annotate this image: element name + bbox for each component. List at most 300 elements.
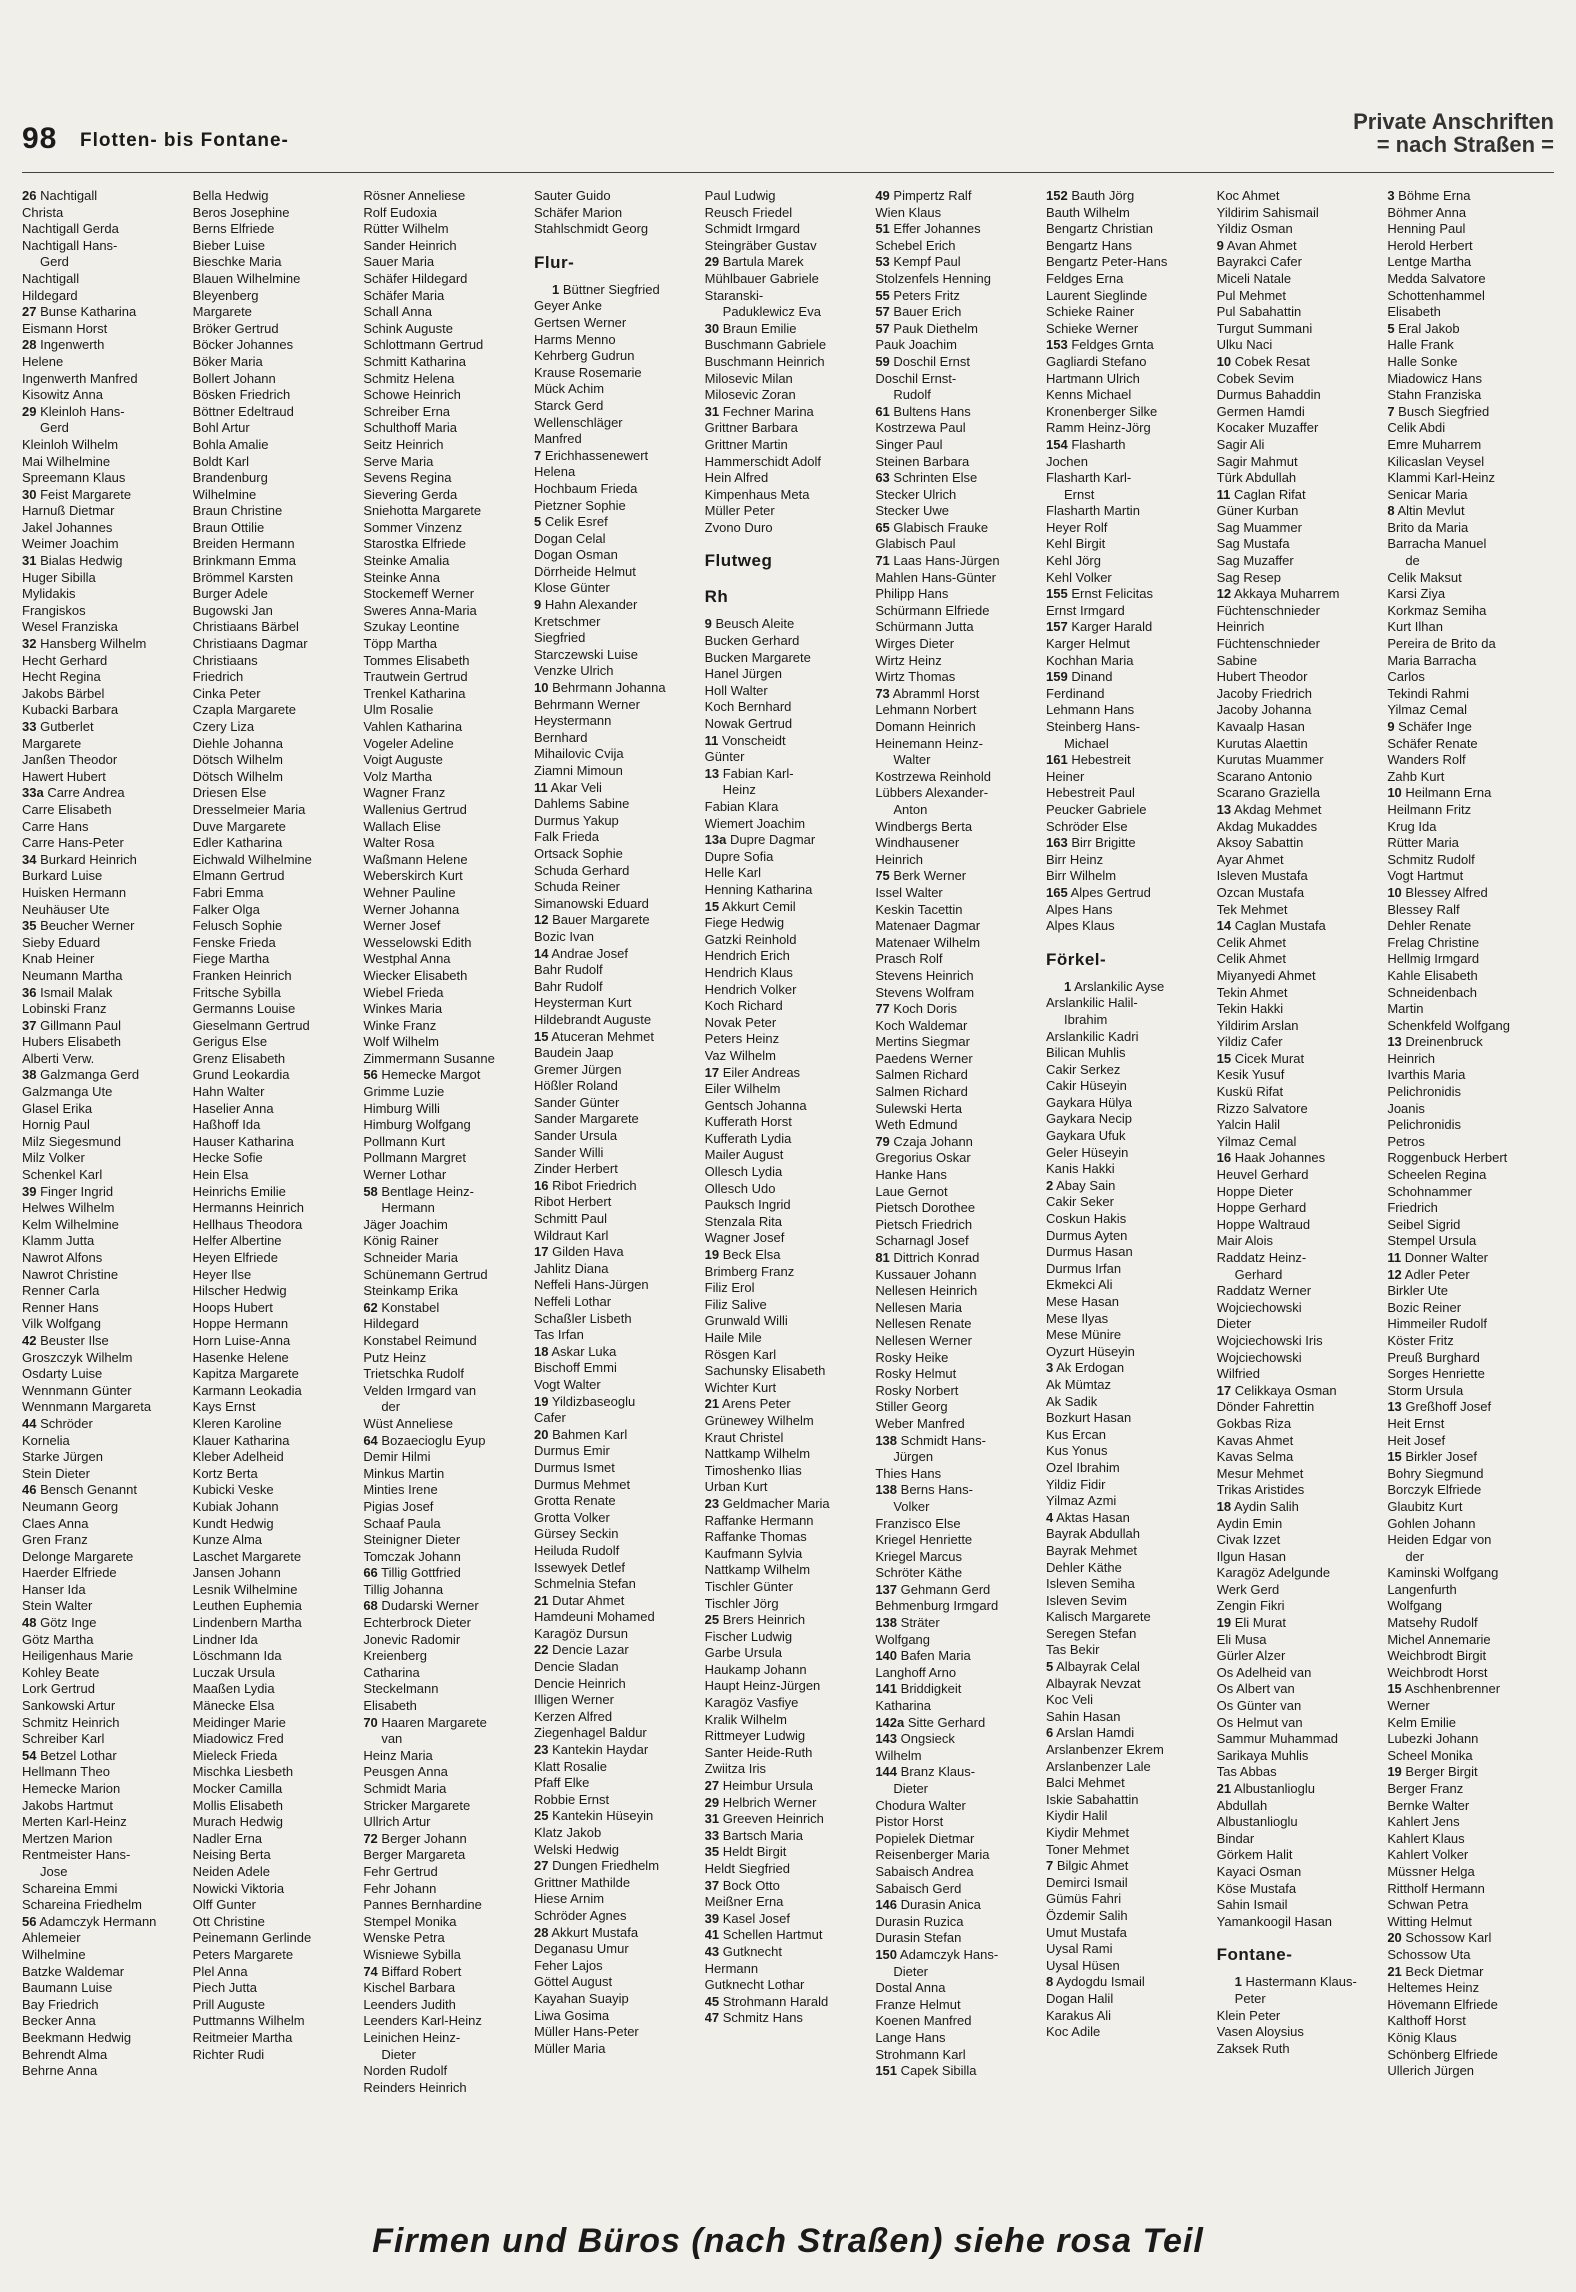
resident-entry: Yilmaz Azmi xyxy=(1046,1493,1117,1509)
resident-entry: Nawrot Christine xyxy=(22,1266,119,1282)
resident-entry: 20 Bahmen Karl xyxy=(534,1426,628,1442)
resident-entry: Nachtigall Hans- xyxy=(22,237,118,253)
resident-entry: Mocker Camilla xyxy=(192,1781,283,1796)
resident-entry: Nellesen Renate xyxy=(875,1316,972,1332)
resident-entry: Gatzki Reinhold xyxy=(704,931,797,947)
resident-entry: Carre Hans-Peter xyxy=(22,835,124,851)
resident-entry: Wolfgang xyxy=(1387,1598,1443,1614)
resident-entry: Schlottmann Gertrud xyxy=(363,337,484,353)
resident-entry: Leenders Judith xyxy=(363,1996,456,2012)
resident-entry: Kussauer Johann xyxy=(875,1266,977,1282)
resident-entry: Kiydir Mehmet xyxy=(1046,1825,1130,1840)
resident-entry: Wilfried xyxy=(1216,1366,1260,1382)
resident-entry: Franze Helmut xyxy=(875,1996,961,2012)
resident-entry: Lehmann Norbert xyxy=(875,702,977,718)
house-number: 72 xyxy=(363,1830,378,1846)
resident-entry: Birr Wilhelm xyxy=(1046,868,1117,884)
house-number: 15 xyxy=(704,898,720,914)
house-number: 25 xyxy=(704,1612,720,1628)
resident-entry: Ekmekci Ali xyxy=(1046,1277,1113,1293)
resident-entry: 19 Beck Elsa xyxy=(704,1247,781,1263)
house-number: 163 xyxy=(1046,835,1068,851)
resident-entry: Durasin Stefan xyxy=(875,1930,962,1946)
resident-entry: Sachunsky Elisabeth xyxy=(704,1363,826,1379)
resident-entry: Schmitz Helena xyxy=(363,370,455,386)
resident-entry: Pul Mehmet xyxy=(1216,287,1287,303)
resident-entry: Himburg Wolfgang xyxy=(363,1117,471,1133)
resident-entry: Himburg Willi xyxy=(363,1100,440,1116)
resident-entry: 17 Celikkaya Osman xyxy=(1216,1382,1337,1398)
resident-entry: Tillig Johanna xyxy=(363,1581,444,1597)
resident-entry: Salmen Richard xyxy=(875,1084,968,1100)
resident-entry: Bohla Amalie xyxy=(192,436,269,452)
resident-entry: Schmitz Heinrich xyxy=(22,1714,120,1730)
resident-entry: Lesnik Wilhelmine xyxy=(192,1581,298,1597)
resident-entry: 146 Durasin Anica xyxy=(875,1897,981,1913)
resident-entry: Miyanyedi Ahmet xyxy=(1216,967,1316,983)
resident-entry: Güner Kurban xyxy=(1216,503,1299,519)
footer-note: Firmen und Büros (nach Straßen) siehe rosa Teil xyxy=(372,2222,1204,2260)
resident-entry: Zinder Herbert xyxy=(534,1161,618,1177)
resident-entry: Hößler Roland xyxy=(534,1078,618,1094)
house-number: 77 xyxy=(875,1001,890,1017)
resident-entry: Kralik Wilhelm xyxy=(704,1711,787,1727)
resident-entry: Schieke Werner xyxy=(1046,320,1139,336)
resident-entry: Fabri Emma xyxy=(192,884,264,900)
resident-entry: 6 Arslan Hamdi xyxy=(1046,1725,1135,1741)
directory-column xyxy=(534,188,701,2178)
resident-entry: Böhmer Anna xyxy=(1387,204,1467,220)
resident-entry: Ibrahim xyxy=(1064,1011,1108,1027)
resident-entry: Huger Sibilla xyxy=(22,569,96,585)
resident-entry: Peters Heinz xyxy=(704,1031,780,1047)
resident-entry: Stevens Heinrich xyxy=(875,967,974,983)
resident-entry: 11 Vonscheidt xyxy=(704,732,786,748)
resident-entry: Rosky Helmut xyxy=(875,1366,957,1382)
resident-entry: Helena xyxy=(534,464,576,480)
resident-entry: Robbie Ernst xyxy=(534,1791,610,1807)
resident-entry: Schieke Rainer xyxy=(1046,304,1135,320)
resident-entry: Brömmel Karsten xyxy=(192,569,294,585)
resident-entry: 39 Finger Ingrid xyxy=(22,1183,114,1199)
resident-entry: Schossow Uta xyxy=(1387,1946,1471,1962)
resident-entry: Heiluda Rudolf xyxy=(534,1542,620,1558)
resident-entry: Werner Johanna xyxy=(363,901,460,917)
resident-entry: Pigias Josef xyxy=(363,1498,434,1514)
resident-entry: Kus Yonus xyxy=(1046,1443,1108,1459)
resident-entry: Starostka Elfriede xyxy=(363,536,466,552)
house-number: 29 xyxy=(704,1794,720,1810)
resident-entry: Claes Anna xyxy=(22,1515,89,1531)
resident-entry: Hiese Arnim xyxy=(534,1891,605,1907)
resident-entry: Böttner Edeltraud xyxy=(192,403,294,419)
resident-entry: Sarikaya Muhlis xyxy=(1216,1747,1309,1763)
resident-entry: Sahin Ismail xyxy=(1216,1897,1288,1913)
resident-entry: Preuß Burghard xyxy=(1387,1349,1480,1365)
resident-entry: Birkler Ute xyxy=(1387,1283,1449,1299)
resident-entry: Köster Fritz xyxy=(1387,1332,1454,1348)
resident-entry: 56 Adamczyk Hermann xyxy=(22,1913,157,1929)
house-number: 57 xyxy=(875,320,890,336)
resident-entry: 41 Schellen Hartmut xyxy=(704,1927,823,1943)
resident-entry: Durmus Irfan xyxy=(1046,1260,1122,1276)
resident-entry: Kubiak Johann xyxy=(192,1498,279,1514)
resident-entry: Jakel Johannes xyxy=(22,519,113,535)
resident-entry: 34 Burkard Heinrich xyxy=(22,851,137,867)
resident-entry: Mesur Mehmet xyxy=(1216,1465,1304,1481)
resident-entry: Durmus Hasan xyxy=(1046,1244,1133,1260)
resident-entry: Braun Ottilie xyxy=(192,519,265,535)
resident-entry: Kehrberg Gudrun xyxy=(534,348,635,364)
resident-entry: Germen Hamdi xyxy=(1216,403,1305,419)
resident-entry: 7 Bilgic Ahmet xyxy=(1046,1858,1129,1874)
resident-entry: Bengartz Peter-Hans xyxy=(1046,254,1168,270)
resident-entry: Reinders Heinrich xyxy=(363,2079,467,2095)
resident-entry: Echterbrock Dieter xyxy=(363,1615,471,1631)
resident-entry: Ulku Naci xyxy=(1216,337,1273,353)
house-number: 61 xyxy=(875,403,890,419)
resident-entry: Gremer Jürgen xyxy=(534,1061,622,1077)
resident-entry: Schneider Maria xyxy=(363,1250,458,1265)
resident-entry: Milosevic Milan xyxy=(704,370,793,386)
resident-entry: Kelm Wilhelmine xyxy=(22,1216,119,1232)
resident-entry: 21 Dutar Ahmet xyxy=(534,1592,625,1608)
resident-entry: 10 Behrmann Johanna xyxy=(534,680,666,696)
resident-entry: Tas Abbas xyxy=(1216,1764,1277,1780)
resident-entry: Sander Willi xyxy=(534,1144,604,1160)
resident-entry: Wojciechowski xyxy=(1216,1349,1302,1365)
house-number: 165 xyxy=(1046,884,1068,900)
resident-entry: Koch Richard xyxy=(704,998,783,1014)
resident-entry: Heuvel Gerhard xyxy=(1216,1167,1309,1183)
resident-entry: Kiydir Halil xyxy=(1046,1808,1108,1824)
resident-entry: Bohry Siegmund xyxy=(1387,1465,1484,1481)
house-number: 161 xyxy=(1046,752,1068,768)
resident-entry: Minties Irene xyxy=(363,1482,438,1498)
house-number: 15 xyxy=(534,1028,549,1044)
resident-entry: Werner Lothar xyxy=(363,1167,447,1183)
resident-entry: 81 Dittrich Konrad xyxy=(875,1250,980,1265)
resident-entry: Winke Franz xyxy=(363,1017,437,1033)
resident-entry: Buschmann Gabriele xyxy=(704,337,827,353)
resident-entry: Hanser Ida xyxy=(22,1581,86,1597)
resident-entry: Dötsch Wilhelm xyxy=(192,768,283,784)
resident-entry: Piech Jutta xyxy=(192,1980,257,1996)
house-number: 13 xyxy=(1387,1034,1402,1050)
resident-entry: Koc Veli xyxy=(1046,1692,1093,1708)
resident-entry: Wichter Kurt xyxy=(704,1379,777,1395)
resident-entry: Zvono Duro xyxy=(704,519,773,535)
directory-column xyxy=(1217,188,1384,2178)
resident-entry: van xyxy=(381,1731,403,1747)
house-number: 46 xyxy=(22,1482,37,1498)
resident-entry: Doschil Ernst- xyxy=(875,370,957,386)
resident-entry: Gümüs Fahri xyxy=(1046,1891,1122,1907)
resident-entry: Jonevic Radomir xyxy=(363,1631,461,1647)
resident-entry: Krause Rosemarie xyxy=(534,364,642,380)
resident-entry: Kufferath Lydia xyxy=(704,1130,792,1146)
resident-entry: Wirtz Thomas xyxy=(875,669,956,685)
resident-entry: Schäfer Hildegard xyxy=(363,270,468,286)
resident-entry: 51 Effer Johannes xyxy=(875,221,981,237)
house-number: 15 xyxy=(1216,1050,1232,1066)
resident-entry: Gaykara Ufuk xyxy=(1046,1128,1126,1144)
resident-entry: Hein Elsa xyxy=(192,1167,249,1183)
resident-entry: Richter Rudi xyxy=(192,2046,265,2062)
resident-entry: Werner Josef xyxy=(363,918,441,934)
house-number: 22 xyxy=(534,1642,549,1658)
resident-entry: Pietzner Sophie xyxy=(534,497,626,513)
resident-entry: 79 Czaja Johann xyxy=(875,1133,973,1149)
resident-entry: Raddatz Heinz- xyxy=(1216,1250,1307,1265)
resident-entry: Heinrich xyxy=(1216,619,1265,635)
house-number: 140 xyxy=(875,1648,898,1664)
resident-entry: Geler Hüseyin xyxy=(1046,1144,1129,1160)
resident-entry: Ak Sadik xyxy=(1046,1393,1098,1409)
resident-entry: 13 Akdag Mehmet xyxy=(1216,801,1322,817)
house-number: 138 xyxy=(875,1615,898,1631)
house-number: 153 xyxy=(1046,337,1068,353)
resident-entry: Aydin Emin xyxy=(1216,1515,1283,1531)
street-heading: Flur- xyxy=(534,252,575,272)
resident-entry: Bayrak Abdullah xyxy=(1046,1526,1140,1542)
resident-entry: Kleber Adelheid xyxy=(192,1449,284,1465)
house-number: 45 xyxy=(704,1993,720,2009)
resident-entry: Cobek Sevim xyxy=(1216,370,1294,386)
resident-entry: 165 Alpes Gertrud xyxy=(1046,884,1151,900)
resident-entry: Galzmanga Ute xyxy=(22,1084,113,1100)
resident-entry: Grunwald Willi xyxy=(704,1313,788,1329)
house-number: 17 xyxy=(534,1244,549,1260)
resident-entry: 7 Busch Siegfried xyxy=(1387,403,1490,419)
resident-entry: Gürsey Seckin xyxy=(534,1526,619,1542)
resident-entry: Bösken Friedrich xyxy=(192,387,291,403)
resident-entry: Wiebel Frieda xyxy=(363,984,444,1000)
resident-entry: Gertsen Werner xyxy=(534,314,627,330)
resident-entry: Himmeiler Rudolf xyxy=(1387,1316,1488,1332)
resident-entry: 20 Schossow Karl xyxy=(1387,1930,1492,1946)
resident-entry: Cakir Serkez xyxy=(1046,1061,1121,1077)
house-number: 36 xyxy=(22,984,37,1000)
resident-entry: Starke Jürgen xyxy=(22,1449,103,1465)
resident-entry: 13 Greßhoff Josef xyxy=(1387,1399,1492,1415)
resident-entry: Blessey Ralf xyxy=(1387,901,1460,917)
house-number: 138 xyxy=(875,1482,898,1498)
resident-entry: 26 Nachtigall xyxy=(22,188,98,203)
resident-entry: Nowak Gertrud xyxy=(704,716,793,732)
house-number: 10 xyxy=(534,680,549,696)
resident-entry: 144 Branz Klaus- xyxy=(875,1764,976,1780)
resident-entry: Neffeli Lothar xyxy=(534,1294,612,1309)
resident-entry: Hermanns Heinrich xyxy=(192,1200,304,1216)
resident-entry: Jochen xyxy=(1046,453,1088,469)
resident-entry: 57 Bauer Erich xyxy=(875,304,962,320)
resident-entry: Sweres Anna-Maria xyxy=(363,602,477,618)
house-number: 143 xyxy=(875,1731,898,1747)
house-number: 31 xyxy=(704,403,720,419)
resident-entry: Flasharth Martin xyxy=(1046,503,1140,519)
resident-entry: Klatz Jakob xyxy=(534,1825,602,1840)
resident-entry: 12 Akkaya Muharrem xyxy=(1216,586,1340,602)
house-number: 31 xyxy=(22,553,37,569)
resident-entry: Hartmann Ulrich xyxy=(1046,370,1140,386)
resident-entry: Yamankoogil Hasan xyxy=(1216,1913,1333,1929)
resident-entry: Hoppe Gerhard xyxy=(1216,1200,1307,1216)
directory-column xyxy=(875,188,1042,2178)
resident-entry: Yildiz Cafer xyxy=(1216,1034,1283,1050)
resident-entry: Geyer Anke xyxy=(534,298,602,314)
resident-entry: Maria Barracha xyxy=(1387,652,1477,668)
resident-entry: Dieter xyxy=(893,1781,929,1796)
header-section-label xyxy=(1353,110,1554,156)
resident-entry: Heinemann Heinz- xyxy=(875,735,983,751)
resident-entry: Os Adelheid van xyxy=(1216,1664,1312,1680)
resident-entry: 25 Kantekin Hüseyin xyxy=(534,1808,654,1824)
resident-entry: Haselier Anna xyxy=(192,1100,274,1116)
resident-entry: Steckelmann xyxy=(363,1681,439,1697)
resident-entry: Borczyk Elfriede xyxy=(1387,1482,1482,1498)
resident-entry: Glabisch Paul xyxy=(875,536,956,552)
resident-entry: Rütter Maria xyxy=(1387,835,1459,851)
resident-entry: Böker Maria xyxy=(192,353,263,369)
resident-entry: Alberti Verw. xyxy=(22,1050,95,1066)
resident-entry: Kornelia xyxy=(22,1432,70,1448)
resident-entry: Wisniewe Sybilla xyxy=(363,1946,461,1962)
resident-entry: 153 Feldges Grnta xyxy=(1046,337,1154,353)
resident-entry: Klamm Jutta xyxy=(22,1233,95,1249)
resident-entry: 10 Heilmann Erna xyxy=(1387,785,1492,801)
directory-column xyxy=(705,188,872,2178)
resident-entry: Staranski- xyxy=(704,287,764,303)
resident-entry: Krug Ida xyxy=(1387,818,1437,834)
resident-entry: Bay Friedrich xyxy=(22,1996,99,2012)
house-number: 154 xyxy=(1046,436,1068,452)
resident-entry: Kimpenhaus Meta xyxy=(704,486,810,502)
resident-entry: Leuthen Euphemia xyxy=(192,1598,302,1614)
resident-entry: Schenkel Karl xyxy=(22,1167,103,1183)
resident-entry: 7 Erichhassenewert xyxy=(534,447,649,463)
resident-entry: 77 Koch Doris xyxy=(875,1001,957,1017)
resident-entry: Mieleck Frieda xyxy=(192,1747,278,1763)
resident-entry: Ingenwerth Manfred xyxy=(22,370,138,386)
resident-entry: Sieby Eduard xyxy=(22,934,101,950)
resident-entry: Alpes Klaus xyxy=(1046,918,1115,934)
resident-entry: Schäfer Marion xyxy=(534,204,623,220)
resident-entry: Haile Mile xyxy=(704,1330,762,1345)
resident-entry: Wenske Petra xyxy=(363,1930,445,1946)
resident-entry: Schäfer Renate xyxy=(1387,735,1478,751)
resident-entry: Sauer Maria xyxy=(363,254,435,270)
house-number: 28 xyxy=(22,337,37,353)
resident-entry: Elisabeth xyxy=(1387,304,1441,320)
house-number: 11 xyxy=(704,732,719,748)
resident-entry: Koenen Manfred xyxy=(875,2013,972,2029)
resident-entry: Bozkurt Hasan xyxy=(1046,1410,1132,1426)
resident-entry: Heiden Edgar von xyxy=(1387,1532,1492,1548)
resident-entry: Nattkamp Wilhelm xyxy=(704,1446,811,1462)
resident-entry: 22 Dencie Lazar xyxy=(534,1642,629,1658)
resident-entry: Wüst Anneliese xyxy=(363,1415,453,1431)
resident-entry: Falker Olga xyxy=(192,901,260,917)
resident-entry: Burkard Luise xyxy=(22,868,103,884)
resident-entry: Koch Waldemar xyxy=(875,1017,968,1033)
resident-entry: der xyxy=(381,1399,401,1415)
resident-entry: 140 Bafen Maria xyxy=(875,1648,971,1664)
resident-entry: Baumann Luise xyxy=(22,1980,113,1996)
resident-entry: Bohl Artur xyxy=(192,420,250,436)
resident-entry: 15 Cicek Murat xyxy=(1216,1050,1305,1066)
resident-entry: Werner xyxy=(1387,1698,1430,1714)
resident-entry: Sommer Vinzenz xyxy=(363,519,463,535)
resident-entry: Feldges Erna xyxy=(1046,270,1124,286)
house-number: 66 xyxy=(363,1565,378,1581)
resident-entry: Bahr Rudolf xyxy=(534,962,603,978)
resident-entry: Deganasu Umur xyxy=(534,1941,629,1957)
resident-entry: Knab Heiner xyxy=(22,951,95,967)
resident-entry: Ortsack Sophie xyxy=(534,845,623,861)
resident-entry: Lentge Martha xyxy=(1387,254,1472,270)
resident-entry: Berger Franz xyxy=(1387,1781,1464,1796)
resident-entry: Katharina xyxy=(875,1698,931,1714)
house-number: 7 xyxy=(1046,1858,1054,1874)
resident-entry: Nawrot Alfons xyxy=(22,1250,103,1265)
resident-entry: Fritsche Sybilla xyxy=(192,984,281,1000)
house-number: 9 xyxy=(1387,719,1395,734)
resident-entry: Garbe Ursula xyxy=(704,1645,782,1661)
resident-entry: Füchtenschnieder xyxy=(1216,636,1320,652)
resident-entry: Uysal Rami xyxy=(1046,1941,1113,1957)
resident-entry: Grund Leokardia xyxy=(192,1067,290,1083)
resident-entry: 27 Heimbur Ursula xyxy=(704,1778,814,1794)
resident-entry: 13 Dreinenbruck xyxy=(1387,1034,1483,1050)
house-number: 68 xyxy=(363,1598,378,1614)
resident-entry: Ferdinand xyxy=(1046,685,1105,701)
resident-entry: 35 Beucher Werner xyxy=(22,918,135,934)
resident-entry: Grotta Renate xyxy=(534,1493,616,1509)
resident-entry: Urban Kurt xyxy=(704,1479,768,1495)
resident-entry: Czery Liza xyxy=(192,719,255,734)
resident-entry: 49 Pimpertz Ralf xyxy=(875,188,972,203)
street-heading: Fontane- xyxy=(1216,1945,1293,1965)
resident-entry: Jakobs Bärbel xyxy=(22,685,105,701)
resident-entry: 150 Adamczyk Hans- xyxy=(875,1946,999,1962)
resident-entry: Mese Hasan xyxy=(1046,1294,1119,1309)
resident-entry: 3 Ak Erdogan xyxy=(1046,1360,1125,1376)
resident-entry: Schneidenbach xyxy=(1387,984,1477,1000)
resident-entry: 64 Bozaecioglu Eyup xyxy=(363,1432,486,1448)
resident-entry: Vahlen Katharina xyxy=(363,719,463,734)
resident-entry: 23 Kantekin Haydar xyxy=(534,1742,649,1758)
resident-entry: 28 Ingenwerth xyxy=(22,337,105,353)
resident-entry: Pietsch Dorothee xyxy=(875,1200,976,1216)
resident-entry: Harms Menno xyxy=(534,331,616,347)
resident-entry: Heyen Elfriede xyxy=(192,1250,278,1265)
resident-entry: Köse Mustafa xyxy=(1216,1880,1297,1896)
resident-entry: Hoppe Dieter xyxy=(1216,1183,1294,1199)
resident-entry: Göttel August xyxy=(534,1974,613,1990)
resident-entry: Matsehy Rudolf xyxy=(1387,1615,1478,1631)
resident-entry: Kischel Barbara xyxy=(363,1980,456,1996)
resident-entry: Rentmeister Hans- xyxy=(22,1847,131,1863)
resident-entry: Eiler Wilhelm xyxy=(704,1081,781,1097)
resident-entry: Schareina Friedhelm xyxy=(22,1897,142,1913)
resident-entry: Berns Elfriede xyxy=(192,221,275,237)
resident-entry: Müller Hans-Peter xyxy=(534,2024,639,2040)
resident-entry: Kundt Hedwig xyxy=(192,1515,274,1531)
house-number: 150 xyxy=(875,1946,898,1962)
resident-entry: Sabaisch Andrea xyxy=(875,1863,974,1879)
resident-entry: Catharina xyxy=(363,1664,420,1680)
